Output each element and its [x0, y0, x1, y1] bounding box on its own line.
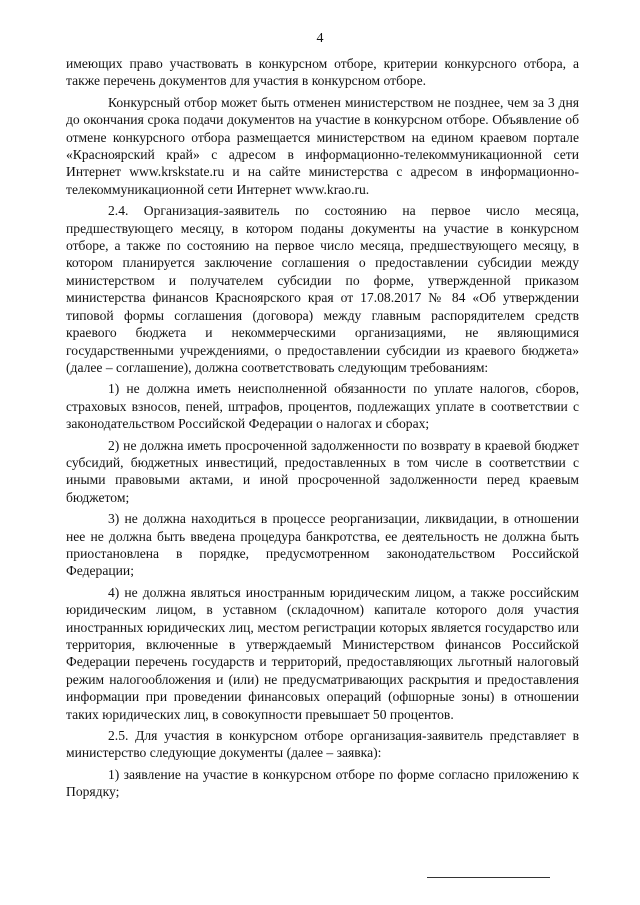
paragraph-section-2-5: 2.5. Для участия в конкурсном отборе организация-заявитель представляет в министерство следующие документы (далее – заявка): — [66, 728, 579, 761]
list-item-requirement-2: 2) не должна иметь просроченной задолженности по возврату в краевой бюджет субсидий, бюджетных инвестиций, предоставленных в том числе в соответствии с иными правовыми актами, и иной просроченной задолженности перед краевым бюджетом; — [66, 437, 579, 505]
paragraph-criteria-end: имеющих право участвовать в конкурсном отборе, критерии конкурсного отбора, а также перечень документов для участия в конкурсном отборе. — [66, 56, 579, 89]
footer-divider — [427, 877, 550, 878]
page-number: 4 — [316, 31, 324, 46]
list-item-requirement-3: 3) не должна находиться в процессе реорганизации, ликвидации, в отношении нее не должна быть введена процедура банкротства, ее деятельность не должна быть приостановлена в порядке, предусмотренном законодательством Российской Федерации; — [66, 511, 579, 579]
list-item-document-1: 1) заявление на участие в конкурсном отборе по форме согласно приложению к Порядку; — [66, 766, 579, 800]
paragraph-cancellation: Конкурсный отбор может быть отменен министерством не позднее, чем за 3 дня до окончания срока подачи документов на участие в конкурсном отборе. Объявление об отмене конкурсного отбора размещается министерством на едином краевом портале «Красноярский край» с адресом в информационно-телекоммуникационной сети Интернет www.krskstate.ru и на сайте министерства с адресом в информационно-телекоммуникационной сети Интернет www.krao.ru. — [66, 94, 579, 197]
list-item-requirement-4: 4) не должна являться иностранным юридическим лицом, а также российским юридическим лицом, в уставном (складочном) капитале которого доля участия иностранных юридических лиц, местом регистрации которых является государство или территория, включенные в утверждаемый Министерством финансов Российской Федерации перечень государств и территорий, предоставляющих льготный налоговый режим налогообложения и (или) не предусматривающих раскрытия и предоставления информации при проведении финансовых операций (офшорные зоны) в отношении таких юридических лиц, в совокупности превышает 50 процентов. — [66, 584, 579, 722]
paragraph-section-2-4: 2.4. Организация-заявитель по состоянию на первое число месяца, предшествующего месяцу, в котором поданы документы на участие в конкурсном отборе, а также по состоянию на первое число месяца, предшествующего месяцу, в котором планируется заключение соглашения о предоставлении субсидии между министерством и получателем субсидии по форме, утвержденной приказом министерства финансов Красноярского края от 17.08.2017 № 84 «Об утверждении типовой формы соглашения (договора) между главным распорядителем средств краевого бюджета и некоммерческими организациями, не являющимися государственными учреждениями, о предоставлении субсидии из краевого бюджета» (далее – соглашение), должна соответствовать следующим требованиям: — [66, 203, 579, 375]
document-body — [66, 55, 579, 801]
list-item-requirement-1: 1) не должна иметь неисполненной обязанности по уплате налогов, сборов, страховых взносов, пеней, штрафов, процентов, подлежащих уплате в соответствии с законодательством Российской Федерации о налогах и сборах; — [66, 381, 579, 432]
